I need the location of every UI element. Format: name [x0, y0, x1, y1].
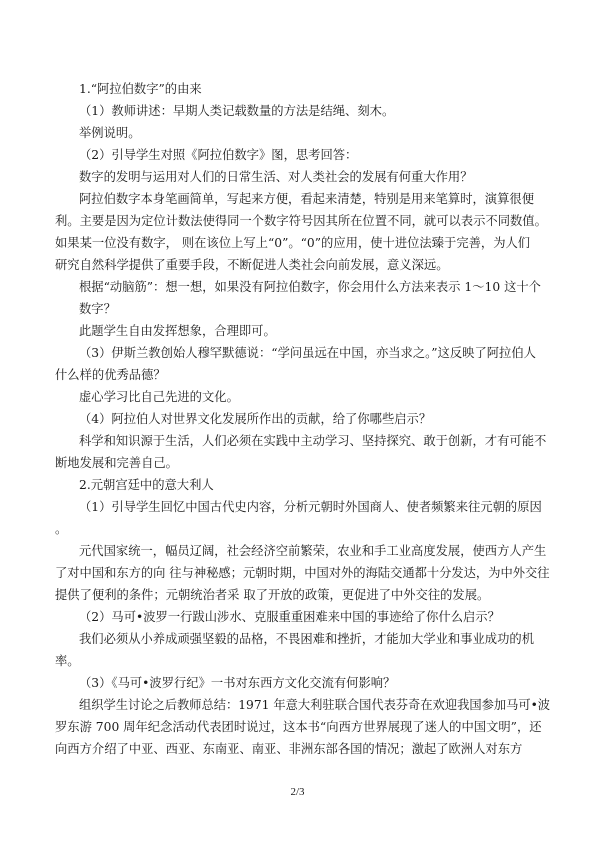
paragraph-line: 组织学生讨论之后教师总结：1971 年意大利驻联合国代表芬奇在欢迎我国参加马可•波	[79, 698, 551, 712]
paragraph-line: 虚心学习比自己先进的文化。	[79, 390, 239, 404]
page-number: 2/3	[290, 786, 305, 798]
paragraph-line: 罗东游 700 周年纪念活动代表团时说过，这本书“向西方世界展现了迷人的中国文明”，还	[55, 720, 542, 734]
paragraph-line: 。	[55, 522, 68, 536]
paragraph-line: 数字的发明与运用对人们的日常生活、对人类社会的发展有何重大作用？	[79, 170, 473, 184]
paragraph-line: 向西方介绍了中亚、西亚、东南亚、南亚、非洲东部各国的情况；激起了欧洲人对东方	[55, 742, 523, 756]
paragraph-line: 阿拉伯数字本身笔画简单，写起来方便，看起来清楚，特别是用来笔算时，演算很便	[79, 192, 534, 206]
paragraph-line: 研究自然科学提供了重要手段，不断促进人类社会向前发展，意义深远。	[55, 258, 449, 272]
heading-arabic-numerals: 1.“阿拉伯数字”的由来	[79, 82, 202, 96]
heading-italian-in-yuan-court: 2.元朝宫廷中的意大利人	[79, 478, 214, 492]
paragraph-line: 断地发展和完善自己。	[55, 456, 178, 470]
paragraph-line: 了对中国和东方的向 往与神秘感；元朝时期，中国对外的海陆交通都十分发达，为中外交往	[55, 566, 550, 580]
paragraph-line: 举例说明。	[79, 126, 141, 140]
paragraph-line: 根据“动脑筋”：想一想，如果没有阿拉伯数字，你会用什么方法来表示 1～10 这十个	[79, 280, 541, 294]
paragraph-line: （2）引导学生对照《阿拉伯数字》图，思考回答：	[79, 148, 358, 162]
paragraph-line: 如果某一位没有数字， 则在该位上写上“0”。“0”的应用，使十进位法臻于完善，为人们	[55, 236, 531, 250]
paragraph-line: 数字？	[79, 302, 116, 316]
paragraph-line: 提供了便利的条件；元朝统治者采 取了开放的政策，更促进了中外交往的发展。	[55, 588, 490, 602]
paragraph-line: （1）引导学生回忆中国古代史内容，分析元朝时外国商人、使者频繁来往元朝的原因	[79, 500, 542, 514]
paragraph-line: 此题学生自由发挥想象，合理即可。	[79, 324, 276, 338]
paragraph-line: 我们必须从小养成顽强坚毅的品格，不畏困难和挫折，才能加大学业和事业成功的机	[79, 632, 534, 646]
paragraph-line: 率。	[55, 654, 80, 668]
paragraph-line: 科学和知识源于生活，人们必须在实践中主动学习、坚持探究、敢于创新，才有可能不	[79, 434, 547, 448]
paragraph-line: （4）阿拉伯人对世界文化发展所作出的贡献，给了你哪些启示？	[79, 412, 432, 426]
paragraph-line: 什么样的优秀品德？	[55, 368, 166, 382]
paragraph-line: （2）马可•波罗一行跋山涉水、克服重重困难来中国的事迹给了你什么启示？	[79, 610, 500, 624]
paragraph-line: 利。主要是因为定位计数法使得同一个数字符号因其所在位置不同，就可以表示不同数值。	[55, 214, 547, 228]
paragraph-line: （1）教师讲述：早期人类记载数量的方法是结绳、刻木。	[79, 104, 395, 118]
paragraph-line: （3）伊斯兰教创始人穆罕默德说：“学问虽远在中国，亦当求之。”这反映了阿拉伯人	[79, 346, 536, 360]
paragraph-line: 元代国家统一，幅员辽阔，社会经济空前繁荣，农业和手工业高度发展，使西方人产生	[79, 544, 547, 558]
paragraph-line: （3）《马可•波罗行纪》一书对东西方文化交流有何影响？	[79, 676, 396, 690]
